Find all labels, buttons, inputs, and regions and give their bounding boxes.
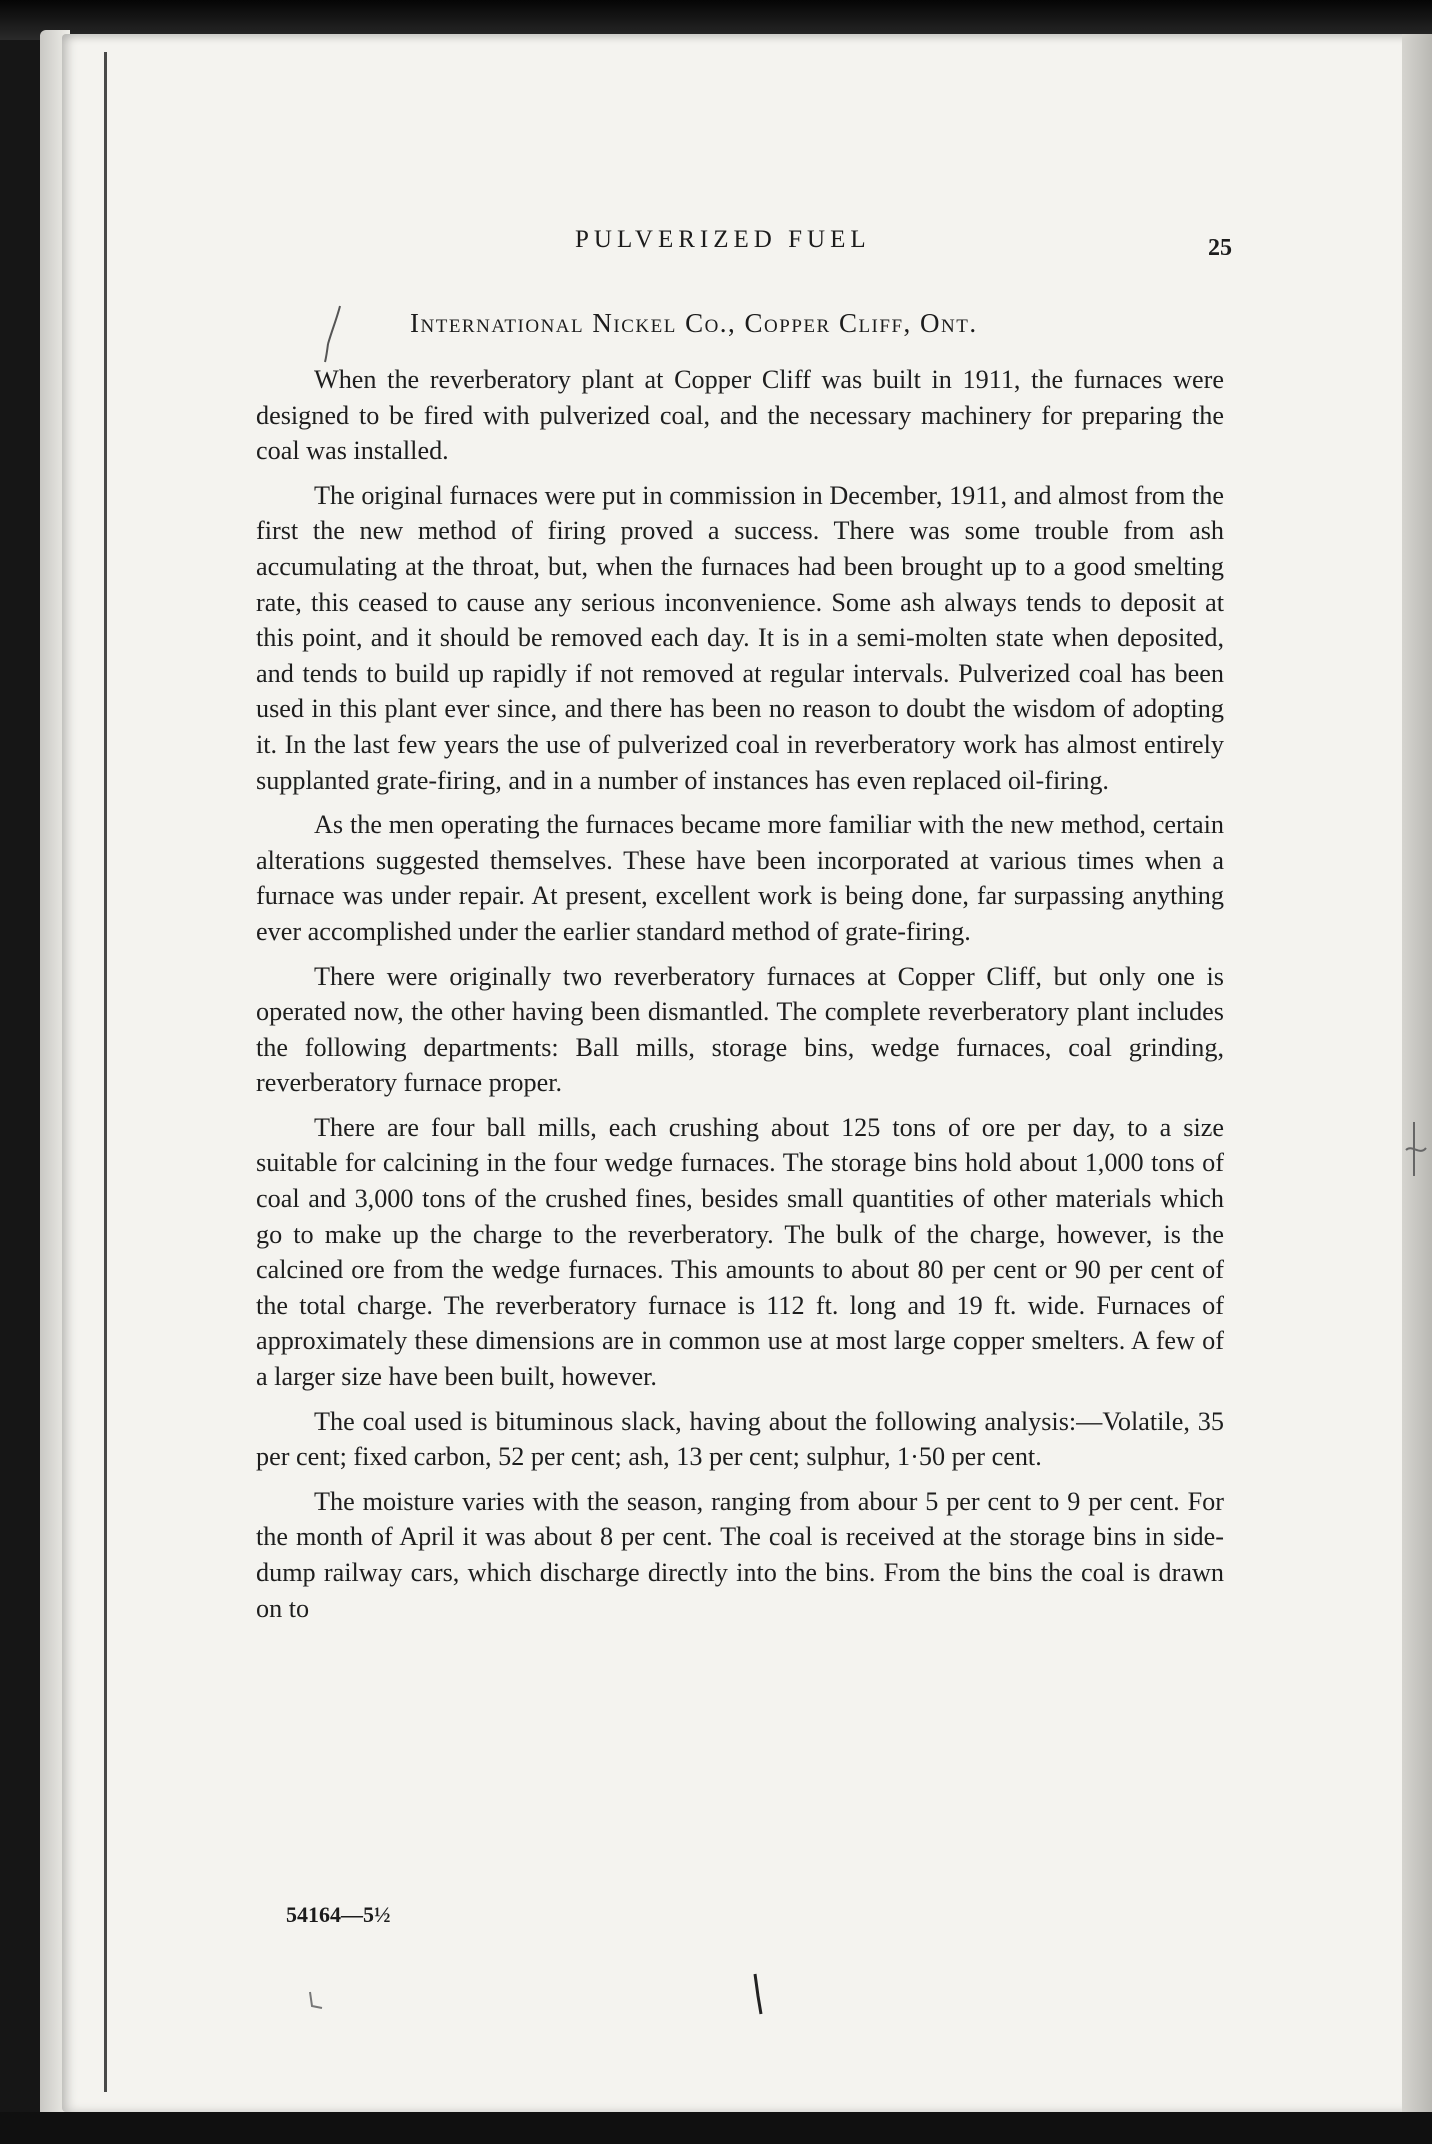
page-edge-mark-icon [1402,1120,1428,1180]
paragraph: The coal used is bituminous slack, having about the following analysis:—Volatile, 35 per cent; fixed carbon, 52 per cent; ash, 13 per cent; sulphur, 1·50 per cent. [256,1406,1224,1472]
page-number: 25 [1208,235,1232,261]
running-head: PULVERIZED FUEL [575,226,871,253]
scan-bottom-shadow [0,2112,1432,2144]
paragraph: There are four ball mills, each crushing about 125 tons of ore per day, to a size suitable for calcining in the four wedge furnaces. The storage bins hold about 1,000 tons of coal and 3,000 tons of the crushed fines, besides small quantities of other materials which go to make up the charge to the reverberatory. The bulk of the charge, however, is the calcined ore from the wedge furnaces. This amounts to about 80 per cent or 90 per cent of the total charge. The reverberatory furnace is 112 ft. long and 19 ft. wide. Furnaces of approximately these dimensions are in common use at most large copper smelters. A few of a larger size have been built, however. [256,1112,1224,1392]
paragraph: When the reverberatory plant at Copper Cliff was built in 1911, the furnaces were designed to be fired with pulverized coal, and the necessary machinery for preparing the coal was installed. [256,365,1224,466]
pencil-mark-icon [322,304,344,364]
body-text [256,362,1224,1635]
printer-signature: 54164—5½ [286,1902,391,1927]
stray-mark-icon [752,1972,764,2016]
paragraph: The original furnaces were put in commission in December, 1911, and almost from the first the new method of firing proved a success. There was some trouble from ash accumulating at the throat, but, when the furnaces had been brought up to a good smelting rate, this ceased to cause any serious inconvenience. Some ash always tends to deposit at this point, and it should be removed each day. It is in a semi-molten state when deposited, and tends to build up rapidly if not removed at regular intervals. Pulverized coal has been used in this plant ever since, and there has been no reason to doubt the wisdom of adopting it. In the last few years the use of pulverized coal in reverberatory work has almost entirely supplanted grate-firing, and in a number of instances has even replaced oil-firing. [256,480,1224,795]
paragraph: As the men operating the furnaces became more familiar with the new method, certain alterations suggested themselves. These have been incorporated at various times when a furnace was under repair. At present, excellent work is being done, far surpassing anything ever accomplished under the earlier standard method of grate-firing. [256,810,1224,946]
binding-line [104,52,107,2092]
stray-mark-icon [304,1990,326,2012]
paragraph: The moisture varies with the season, ranging from abour 5 per cent to 9 per cent. For the month of April it was about 8 per cent. The coal is received at the storage bins in side-dump railway cars, which discharge directly into the bins. From the bins the coal is drawn on to [256,1486,1224,1623]
section-heading: International Nickel Co., Copper Cliff, Ont. [410,308,978,338]
page-right-edge [1402,34,1432,2112]
paragraph: There were originally two reverberatory furnaces at Copper Cliff, but only one is operated now, the other having been dismantled. The complete reverberatory plant includes the following departments: Ball mills, storage bins, wedge furnaces, coal grinding, reverberatory furnace proper. [256,961,1224,1098]
